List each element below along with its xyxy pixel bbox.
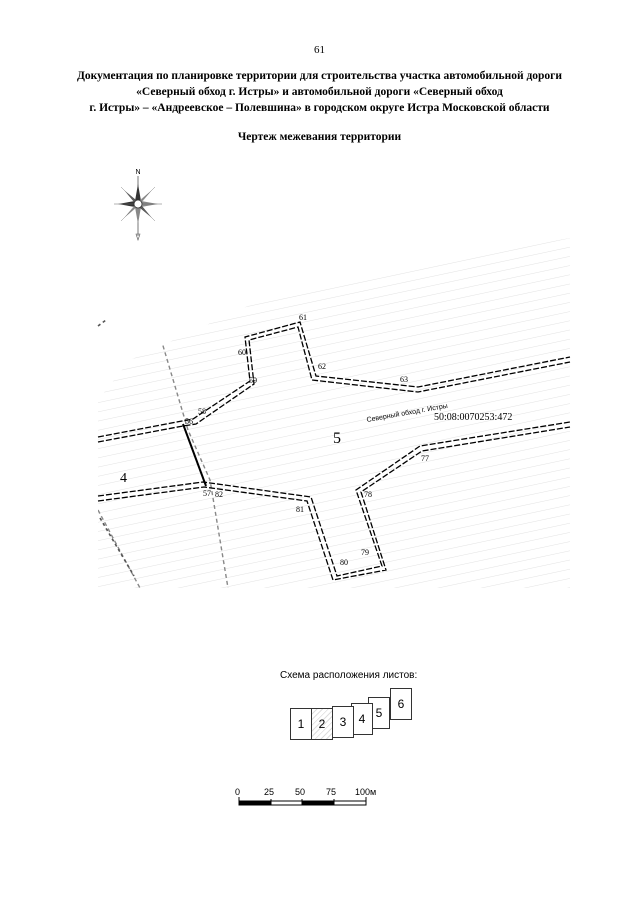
scale-label-25: 25 <box>264 787 275 797</box>
scale-bar <box>239 797 366 805</box>
point-61: 61 <box>299 313 307 322</box>
title-line-3: г. Истры» – «Андреевское – Полевшина» в городском округе Истра Московской области <box>89 102 550 114</box>
point-81: 81 <box>296 505 304 514</box>
sheet-6: 6 <box>390 688 412 720</box>
compass-rose-icon <box>114 169 162 240</box>
scale-label-0: 0 <box>235 787 241 797</box>
point-82: 82 <box>215 490 223 499</box>
point-57: 57 <box>203 489 211 498</box>
scale-label-75: 75 <box>326 787 337 797</box>
page-number: 61 <box>314 44 325 56</box>
point-59: 59 <box>249 376 257 385</box>
zone-5-label: 5 <box>333 430 341 447</box>
sheet-2: 2 <box>311 708 333 740</box>
drawing-subtitle: Чертеж межевания территории <box>237 131 402 143</box>
point-60: 60 <box>238 348 246 357</box>
zone-4-label: 4 <box>120 471 127 486</box>
point-78: 78 <box>364 490 372 499</box>
point-79: 79 <box>361 548 369 557</box>
point-80: 80 <box>340 558 348 567</box>
title-line-2: «Северный обход г. Истры» и автомобильной дороги «Северный обход <box>136 86 503 98</box>
point-77: 77 <box>421 454 429 463</box>
sheet-4: 4 <box>351 703 373 735</box>
title-line-1: Документация по планировке территории для строительства участка автомобильной дороги <box>76 70 563 82</box>
sheet-3: 3 <box>332 706 354 738</box>
point-56: 56 <box>185 417 193 426</box>
sheet-scheme-caption: Схема расположения листов: <box>280 670 418 681</box>
point-63: 63 <box>400 375 408 384</box>
point-58: 58 <box>198 407 206 416</box>
sheet-5: 5 <box>368 697 390 729</box>
sheet-1: 1 <box>290 708 312 740</box>
point-62: 62 <box>318 362 326 371</box>
scale-label-50: 50 <box>295 787 306 797</box>
compass-north-label: N <box>135 169 141 176</box>
road-name-label: Северный обход г. Истры <box>366 402 449 424</box>
cadastral-number: 50:08:0070253:472 <box>434 412 513 423</box>
scale-label-100: 100м <box>355 787 377 797</box>
